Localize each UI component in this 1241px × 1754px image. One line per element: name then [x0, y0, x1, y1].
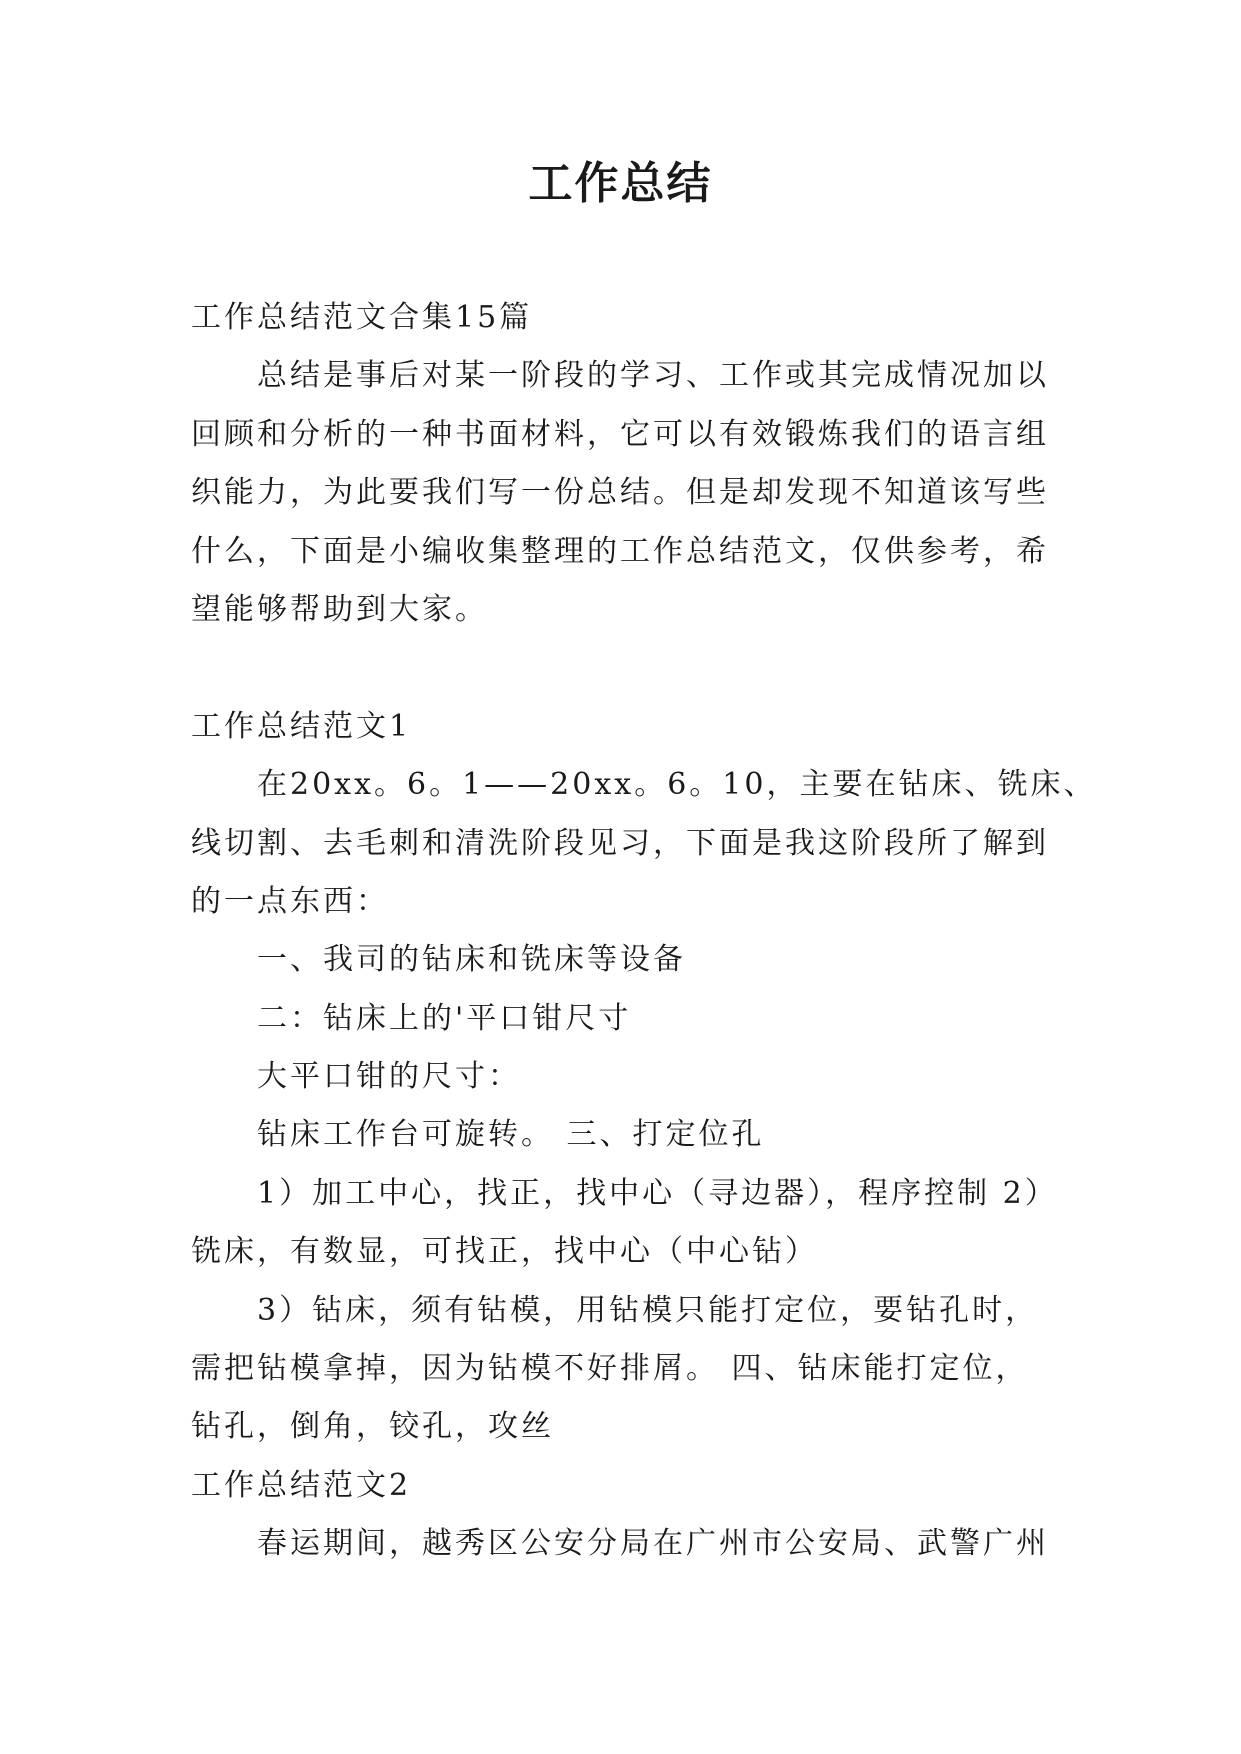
paragraph-line: 铣床，有数显，可找正，找中心（中心钻） [191, 1234, 818, 1270]
paragraph-line: 一、我司的钻床和铣床等设备 [257, 942, 686, 978]
collection-heading: 工作总结范文合集15篇 [191, 300, 533, 335]
paragraph-line: 线切割、去毛刺和清洗阶段见习，下面是我这阶段所了解到 [191, 825, 1049, 861]
paragraph-line: 钻孔，倒角，铰孔，攻丝 [191, 1409, 554, 1445]
section-heading: 工作总结范文1 [191, 708, 412, 744]
intro-paragraph-line: 回顾和分析的一种书面材料，它可以有效锻炼我们的语言组 [191, 416, 1049, 452]
intro-paragraph-line: 望能够帮助到大家。 [191, 591, 488, 627]
paragraph-line: 大平口钳的尺寸： [257, 1059, 521, 1095]
intro-paragraph-line: 什么，下面是小编收集整理的工作总结范文，仅供参考，希 [191, 533, 1049, 569]
document-body [191, 289, 1097, 1574]
paragraph-line: 春运期间，越秀区公安分局在广州市公安局、武警广州 [257, 1526, 1049, 1562]
paragraph-line: 3）钻床，须有钻模，用钻模只能打定位，要钻孔时， [257, 1292, 1039, 1328]
paragraph-line: 二：钻床上的'平口钳尺寸 [257, 1000, 632, 1036]
paragraph-line: 1）加工中心，找正，找中心（寻边器），程序控制 2） [257, 1175, 1058, 1211]
document-title: 工作总结 [528, 158, 713, 209]
intro-paragraph-line: 织能力，为此要我们写一份总结。但是却发现不知道该写些 [191, 475, 1049, 511]
section-heading: 工作总结范文2 [191, 1467, 412, 1503]
paragraph-gap [191, 639, 1051, 697]
paragraph-line: 在20xx。6。1——20xx。6。10，主要在钻床、铣床、 [257, 767, 1097, 803]
paragraph-line: 的一点东西： [191, 883, 389, 919]
intro-paragraph-line: 总结是事后对某一阶段的学习、工作或其完成情况加以 [257, 358, 1049, 394]
paragraph-line: 钻床工作台可旋转。 三、打定位孔 [257, 1117, 765, 1153]
paragraph-line: 需把钻模拿掉，因为钻模不好排屑。 四、钻床能打定位， [191, 1351, 1029, 1387]
